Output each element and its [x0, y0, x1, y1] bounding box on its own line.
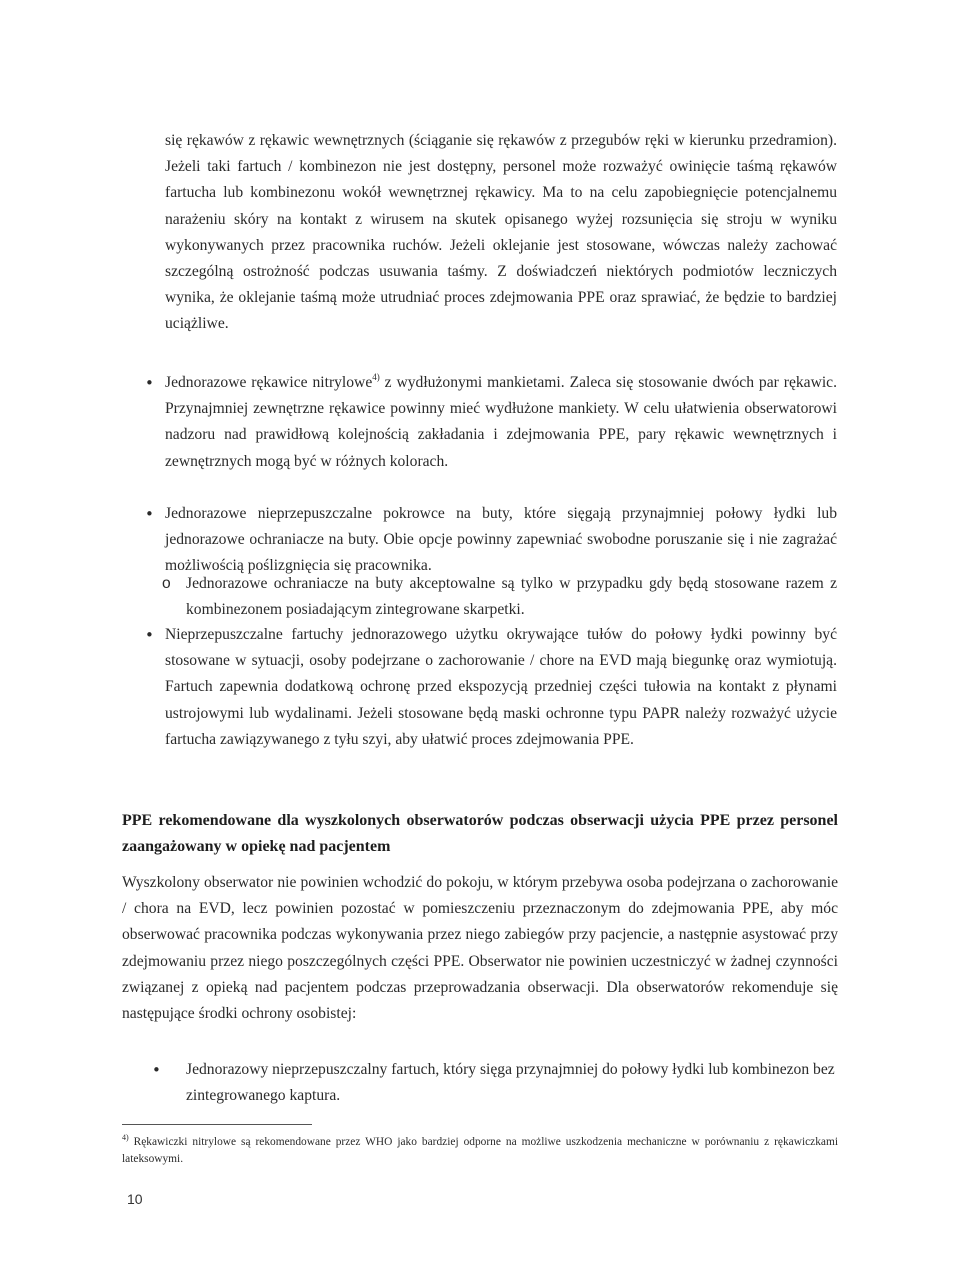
bullet-icon: •	[152, 1061, 161, 1079]
section-heading: PPE rekomendowane dla wyszkolonych obserwatorów podczas obserwacji użycia PPE przez personel zaangażowany w opiekę nad pacjentem	[122, 812, 838, 855]
page-number: 10	[127, 1191, 143, 1207]
sub-list-item-text: Jednorazowe ochraniacze na buty akceptowalne są tylko w przypadku gdy będą stosowane razem z kombinezonem posiadającym zintegrowane skarpetki.	[186, 575, 837, 619]
sub-list-item-shoe-covers-note	[162, 571, 837, 623]
footnote-text: Rękawiczki nitrylowe są rekomendowane przez WHO jako bardziej odporne na możliwe uszkodzenia mechaniczne w porównaniu z rękawiczkami lateksowymi.	[122, 1136, 838, 1165]
footnote-reference: 4)	[372, 372, 380, 382]
bullet-icon: •	[145, 626, 154, 644]
list-item-shoe-covers	[145, 501, 837, 580]
intro-paragraph: się rękawów z rękawic wewnętrznych (ściąganie się rękawów z przegubów ręki w kierunku przedramion). Jeżeli taki fartuch / kombinezon nie jest dostępny, personel może rozważyć owinięcie taśmą rękawów fartucha lub kombinezonu wokół wewnętrznej rękawicy. Ma to na celu zapobiegnięcie potencjalnemu narażeniu skóry na kontakt z wirusem na skutek opisanego wyżej rozsunięcia się stroju w wyniku wykonywanych przez pracownika ruchów. Jeżeli oklejanie jest stosowane, wówczas należy zachować szczególną ostrożność podczas usuwania taśmy. Z doświadczeń niektórych podmiotów leczniczych wynika, że oklejanie taśmą może utrudniać proces zdejmowania PPE oraz sprawiać, że będzie to bardziej uciążliwe.	[165, 132, 837, 333]
footnote	[122, 1134, 838, 1167]
observer-paragraph: Wyszkolony obserwator nie powinien wchodzić do pokoju, w którym przebywa osoba podejrzana o zachorowanie / chora na EVD, lecz powinien pozostać w pomieszczeniu przeznaczonym do zdejmowania PPE, aby móc obserwować pracownika podczas wykonywania przez niego zabiegów przy pacjencie, a następnie asystować przy zdejmowaniu przez niego poszczególnych części PPE. Obserwator nie powinien uczestniczyć w żadnej czynności związanej z opieką nad pacjentem podczas przeprowadzania obserwacji. Dla obserwatorów rekomenduje się następujące środki ochrony osobistej:	[122, 874, 838, 1023]
bullet-icon: •	[145, 505, 154, 523]
list-item-text-start: Jednorazowe rękawice nitrylowe	[165, 374, 373, 391]
list-item-text-rest: z wydłużonymi mankietami. Zaleca się stosowanie dwóch par rękawic. Przynajmniej zewnętrzne rękawice powinny mieć wydłużone mankiety. W celu ułatwienia obserwatorowi nadzoru nad prawidłową kolejnością zakładania i zdejmowania PPE, pary rękawic wewnętrznych i zewnętrznych mogą być w różnych kolorach.	[165, 374, 837, 470]
footnote-marker: 4)	[122, 1133, 129, 1142]
bullet-icon: •	[145, 374, 154, 392]
list-item-aprons	[145, 622, 837, 753]
list-item-observer-gown	[152, 1057, 837, 1109]
sub-bullet-icon: o	[162, 575, 171, 592]
list-item-text: Jednorazowe nieprzepuszczalne pokrowce na buty, które sięgają przynajmniej połowy łydki lub jednorazowe ochraniacze na buty. Obie opcje powinny zapewniać swobodne poruszanie się i nie zagrażać możliwością poślizgnięcia się pracownika.	[165, 505, 837, 575]
list-item-text: Nieprzepuszczalne fartuchy jednorazowego użytku okrywające tułów do połowy łydki powinny być stosowane w sytuacji, osoby podejrzane o zachorowanie / chore na EVD mają biegunkę oraz wymiotują. Fartuch zapewnia dodatkową ochronę przed ekspozycją przedniej części tułowia na kontakt z płynami ustrojowymi lub wydalinami. Jeżeli stosowane będą maski ochronne typu PAPR należy rozważyć użycie fartucha zawiązywanego z tyłu szyi, aby ułatwić proces zdejmowania PPE.	[165, 626, 837, 748]
list-item-nitrile-gloves	[145, 370, 837, 475]
footnote-divider	[122, 1124, 312, 1125]
list-item-text	[165, 370, 837, 475]
list-item-text: Jednorazowy nieprzepuszczalny fartuch, który sięga przynajmniej do połowy łydki lub kombinezon bez zintegrowanego kaptura.	[186, 1061, 835, 1105]
